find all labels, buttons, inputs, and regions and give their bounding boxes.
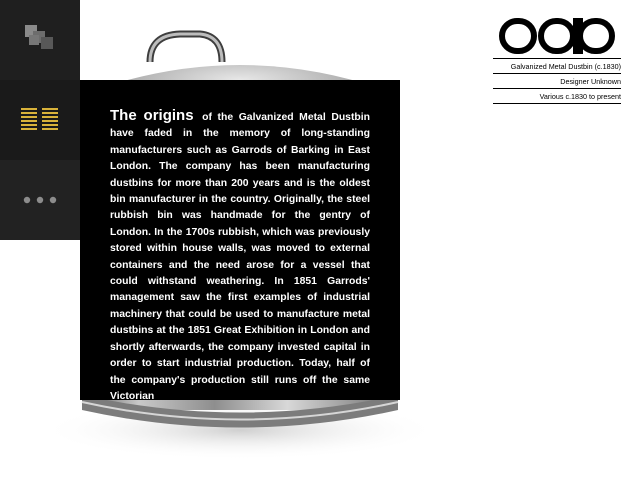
nav-text-button[interactable] (0, 80, 80, 160)
thumbnails-icon (23, 23, 57, 57)
article-body: of the Galvanized Metal Dustbin have faded in the memory of long-standing manufacturers such as Garrods of Barking in East London. The company has been manufacturing dustbins for more than 200 years and is the oldest bin manufacturer in the country. Originally, the steel rubbish bin was handmade for the gentry of London. In the 1700s rubbish, which was previously stored within house walls, was moved to external containers and the need arose for a vessel that could withstand weathering. In 1851 Garrods' management saw the first examples of industrial machinery that could be used to manufacture metal dustbins at the 1851 Great Exhibition in London and shortly afterwards, the company invested capital in order to start industrial production. Today, half of the company's production still runs off the same Victorian (110, 112, 370, 402)
nav-gallery-button[interactable] (0, 0, 80, 80)
sidebar (0, 0, 80, 240)
info-dates: Various c.1830 to present (493, 88, 621, 104)
object-info (493, 18, 621, 104)
info-designer: Designer Unknown (493, 73, 621, 88)
nav-more-button[interactable] (0, 160, 80, 240)
article-lead: The origins (110, 107, 194, 124)
text-columns-icon (21, 108, 59, 132)
article-panel (80, 80, 400, 400)
article-text[interactable] (110, 107, 370, 402)
logo-0010 (499, 18, 615, 54)
dots-icon (23, 196, 57, 204)
info-title: Galvanized Metal Dustbin (c.1830) (493, 58, 621, 73)
